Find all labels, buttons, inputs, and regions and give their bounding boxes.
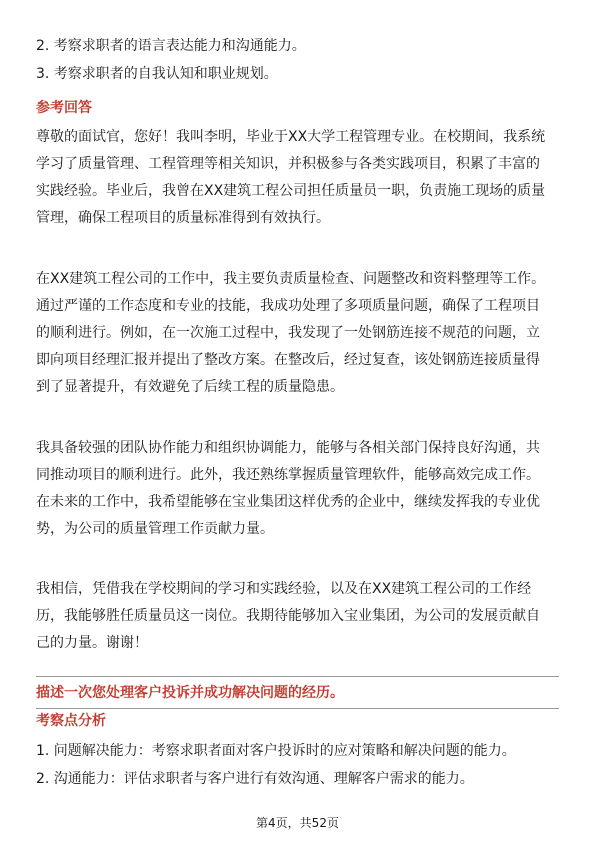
paragraph-1-line-2: 学习了质量管理、工程管理等相关知识，并积极参与各类实践项目，积累了丰富的 bbox=[36, 156, 540, 172]
page-number-footer: 第4页，共52页 bbox=[256, 816, 339, 830]
paragraph-2-line-5: 到了显著提升，有效避免了后续工程的质量隐患。 bbox=[36, 379, 344, 395]
paragraph-1-line-1: 尊敬的面试官，您好！我叫李明，毕业于XX大学工程管理专业。在校期间，我系统 bbox=[36, 129, 546, 145]
next-question-title: 描述一次您处理客户投诉并成功解决问题的经历。 bbox=[36, 685, 344, 701]
paragraph-2-line-3: 的顺利进行。例如，在一次施工过程中，我发现了一处钢筋连接不规范的问题，立 bbox=[36, 325, 540, 341]
paragraph-3-line-1: 我具备较强的团队协作能力和组织协调能力，能够与各相关部门保持良好沟通，共 bbox=[36, 440, 540, 456]
paragraph-4-line-1: 我相信，凭借我在学校期间的学习和实践经验，以及在XX建筑工程公司的工作经 bbox=[36, 581, 532, 597]
answer-heading: 参考回答 bbox=[36, 100, 92, 116]
paragraph-2-line-2: 通过严谨的工作态度和专业的技能，我成功处理了多项质量问题，确保了工程项目 bbox=[36, 298, 540, 314]
paragraph-2-line-1: 在XX建筑工程公司的工作中，我主要负责质量检查、问题整改和资料整理等工作。 bbox=[36, 271, 546, 287]
paragraph-1-line-4: 管理，确保工程项目的质量标准得到有效执行。 bbox=[36, 210, 330, 226]
section-divider-bottom bbox=[36, 708, 559, 709]
paragraph-4-line-2: 历，我能够胜任质量员这一岗位。我期待能够加入宝业集团，为公司的发展贡献自 bbox=[36, 608, 540, 624]
paragraph-1-line-3: 实践经验。毕业后，我曾在XX建筑工程公司担任质量员一职，负责施工现场的质量 bbox=[36, 183, 546, 199]
list-item-self-awareness: 3. 考察求职者的自我认知和职业规划。 bbox=[36, 66, 278, 82]
section-divider-top bbox=[36, 676, 559, 677]
paragraph-4-line-3: 己的力量。谢谢！ bbox=[36, 635, 148, 651]
paragraph-3-line-4: 势，为公司的质量管理工作贡献力量。 bbox=[36, 521, 274, 537]
analysis-item-problem-solving: 1. 问题解决能力：考察求职者面对客户投诉时的应对策略和解决问题的能力。 bbox=[36, 743, 516, 759]
paragraph-3-line-3: 在未来的工作中，我希望能够在宝业集团这样优秀的企业中，继续发挥我的专业优 bbox=[36, 494, 540, 510]
analysis-item-communication: 2. 沟通能力：评估求职者与客户进行有效沟通、理解客户需求的能力。 bbox=[36, 771, 474, 787]
analysis-heading: 考察点分析 bbox=[36, 713, 106, 729]
list-item-language-ability: 2. 考察求职者的语言表达能力和沟通能力。 bbox=[36, 38, 306, 54]
paragraph-2-line-4: 即向项目经理汇报并提出了整改方案。在整改后，经过复查，该处钢筋连接质量得 bbox=[36, 352, 540, 368]
paragraph-3-line-2: 同推动项目的顺利进行。此外，我还熟练掌握质量管理软件，能够高效完成工作。 bbox=[36, 467, 540, 483]
